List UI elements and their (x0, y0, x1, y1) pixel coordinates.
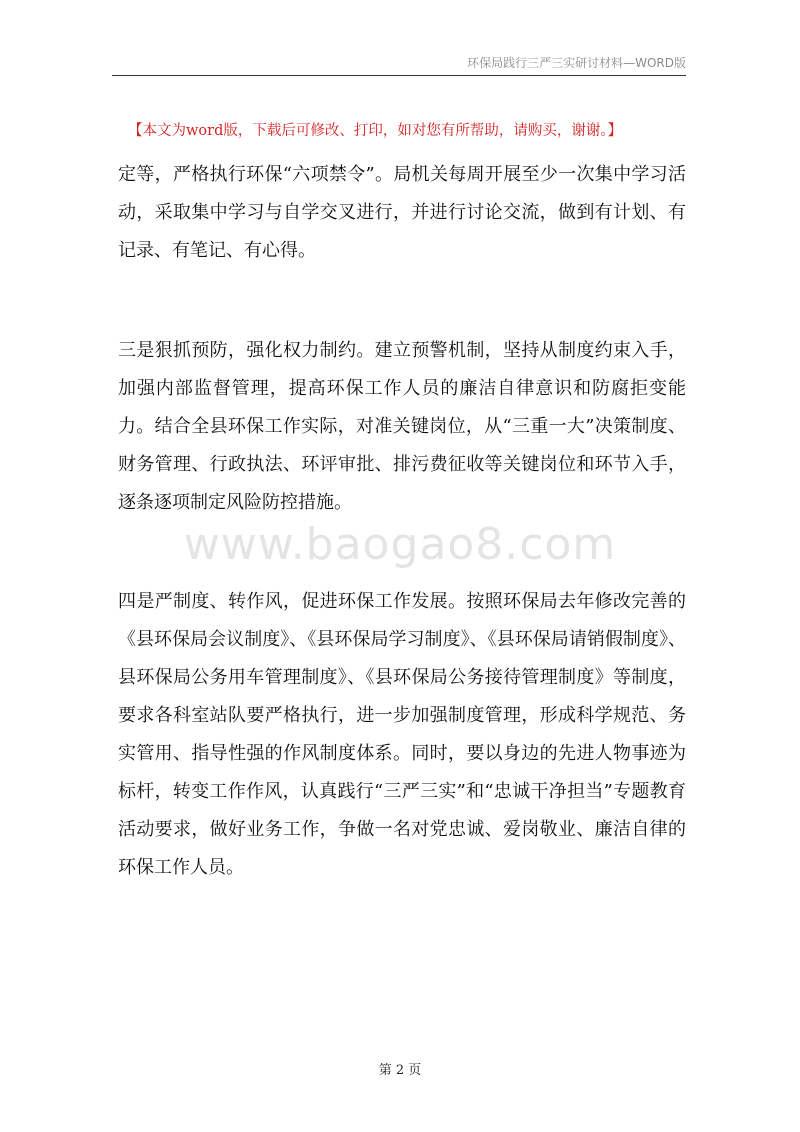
body-paragraph-3: 四是严制度、转作风，促进环保工作发展。按照环保局去年修改完善的《县环保局会议制度》、《县环保局学习制度》、《县环保局请销假制度》、县环保局公务用车管理制度》、《县环保局公务接待管理制度》等制度，要求各科室站队要严格执行，进一步加强制度管理，形成科学规范、务实管用、指导性强的作风制度体系。同时，要以身边的先进人物事迹为标杆，转变工作作风，认真践行“三严三实”和“忠诚干净担当”专题教育活动要求，做好业务工作，争做一名对党忠诚、爱岗敬业、廉洁自律的环保工作人员。 (118, 591, 686, 878)
body-paragraph-1: 定等，严格执行环保“六项禁令”。局机关每周开展至少一次集中学习活动，采取集中学习与自学交叉进行，并进行讨论交流，做到有计划、有记录、有笔记、有心得。 (118, 164, 686, 261)
page-number: 第 2 页 (378, 1063, 422, 1078)
body-paragraph-2: 三是狠抓预防，强化权力制约。建立预警机制，坚持从制度约束入手，加强内部监督管理，提高环保工作人员的廉洁自律意识和防腐拒变能力。结合全县环保工作实际，对准关键岗位，从“三重一大”决策制度、财务管理、行政执法、环评审批、排污费征收等关键岗位和环节入手，逐条逐项制定风险防控措施。 (118, 340, 686, 513)
running-header: 环保局践行三严三实研讨材料—WORD版 (467, 56, 686, 70)
watermark: www.baogao8.com (183, 519, 617, 570)
header-divider (112, 75, 686, 76)
purchase-notice: 【本文为word版，下载后可修改、打印，如对您有所帮助，请购买，谢谢。】 (128, 123, 623, 139)
